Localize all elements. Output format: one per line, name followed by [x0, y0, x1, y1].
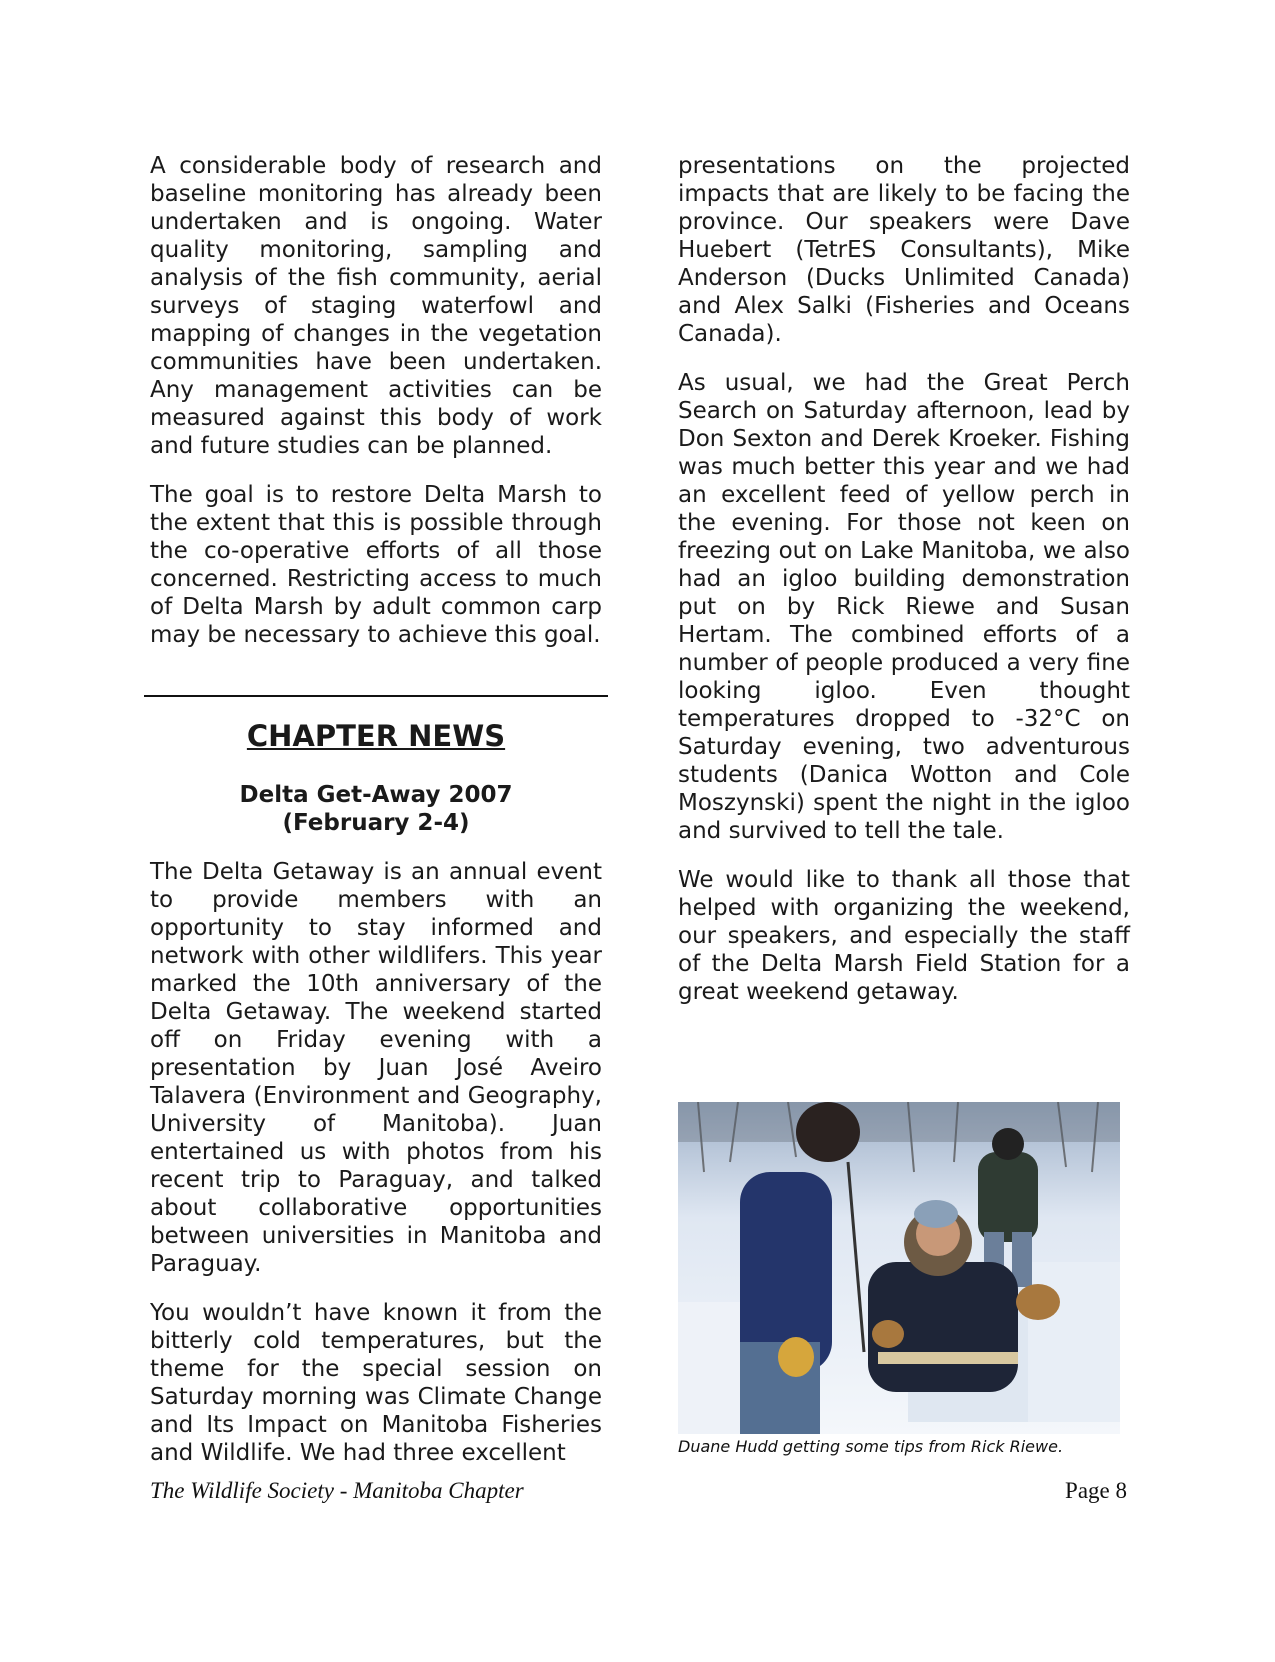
- article-date-line: (February 2-4): [282, 810, 470, 836]
- article-title: [150, 781, 602, 837]
- section-heading: CHAPTER NEWS: [246, 719, 506, 753]
- body-paragraph: A considerable body of research and baseline monitoring has already been undertaken and is ongoing. Water quality monitoring, sampling and analysis of the fish community, aerial surveys of staging waterfowl and mapping of changes in the vegetation communities have been undertaken. Any management activities can be measured against this body of work and future studies can be planned.: [150, 153, 602, 459]
- body-paragraph: We would like to thank all those that helped with organizing the weekend, our speakers, and especially the staff of the Delta Marsh Field Station for a great weekend getaway.: [678, 867, 1130, 1005]
- section-divider: [144, 695, 608, 697]
- article-title-line: Delta Get-Away 2007: [239, 782, 513, 808]
- page-number: Page 8: [1065, 1478, 1127, 1503]
- igloo-photo: [678, 1102, 1120, 1434]
- body-paragraph: The Delta Getaway is an annual event to provide members with an opportunity to stay informed and network with other wildlifers. This year marked the 10th anniversary of the Delta Getaway. The weekend started off on Friday evening with a presentation by Juan José Aveiro Talavera (Environment and Geography, University of Manitoba). Juan entertained us with photos from his recent trip to Paraguay, and talked about collaborative opportunities between universities in Manitoba and Paraguay.: [150, 859, 602, 1277]
- body-paragraph: As usual, we had the Great Perch Search on Saturday afternoon, lead by Don Sexton and Derek Kroeker. Fishing was much better this year and we had an excellent feed of yellow perch in the evening. For those not keen on freezing out on Lake Manitoba, we also had an igloo building demonstration put on by Rick Riewe and Susan Hertam. The combined efforts of a number of people produced a very fine looking igloo. Even thought temperatures dropped to -32°C on Saturday evening, two adventurous students (Danica Wotton and Cole Moszynski) spent the night in the igloo and survived to tell the tale.: [678, 370, 1130, 844]
- body-paragraph: You wouldn’t have known it from the bitterly cold temperatures, but the theme for the special session on Saturday morning was Climate Change and Its Impact on Manitoba Fisheries and Wildlife. We had three excellent: [150, 1300, 602, 1466]
- footer-publication: The Wildlife Society - Manitoba Chapter: [150, 1478, 524, 1503]
- body-paragraph: The goal is to restore Delta Marsh to the extent that this is possible through the co-operative efforts of all those concerned. Restricting access to much of Delta Marsh by adult common carp may be necessary to achieve this goal.: [150, 482, 602, 648]
- body-paragraph: presentations on the projected impacts that are likely to be facing the province. Our speakers were Dave Huebert (TetrES Consultants), Mike Anderson (Ducks Unlimited Canada) and Alex Salki (Fisheries and Oceans Canada).: [678, 153, 1130, 347]
- photo-caption: Duane Hudd getting some tips from Rick Riewe.: [678, 1437, 1064, 1456]
- left-column: [150, 152, 602, 1488]
- right-column: [678, 152, 1130, 1027]
